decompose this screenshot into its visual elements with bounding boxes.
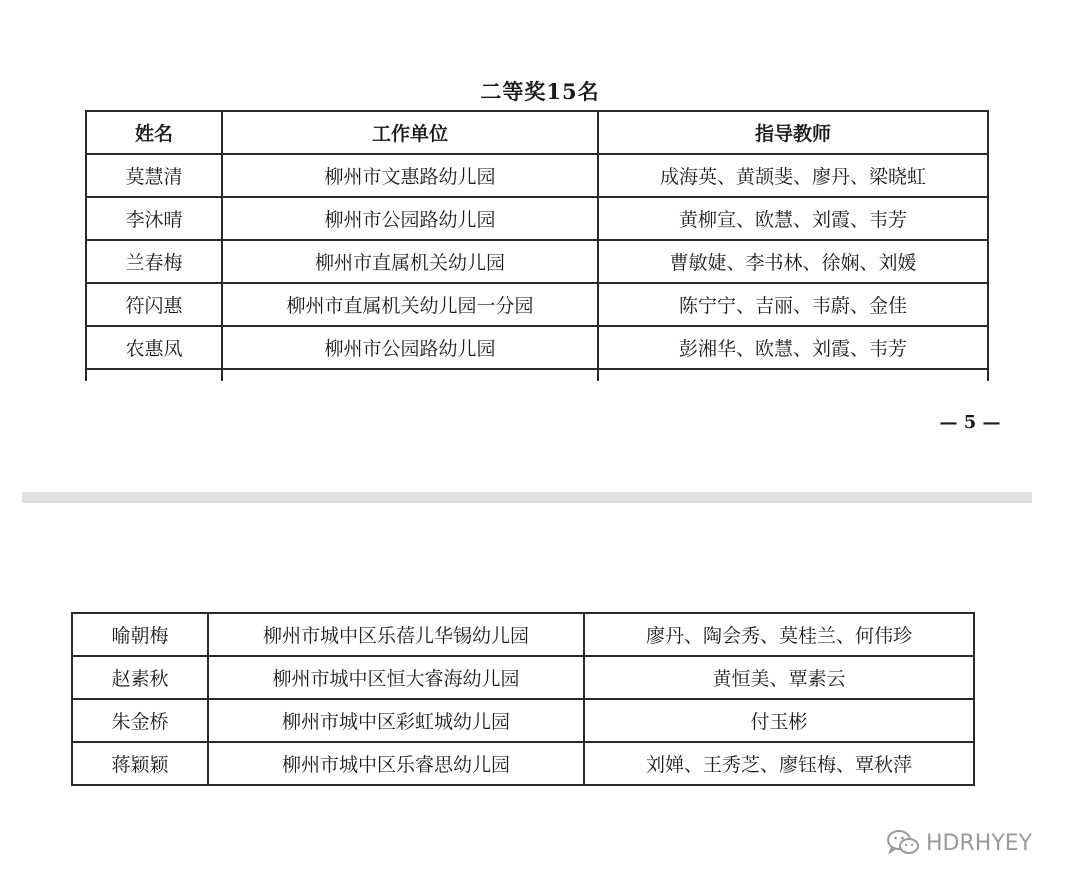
table-row [86,240,988,283]
cell-instructors: 陈宁宁、吉丽、韦蔚、金佳 [598,283,988,326]
cell-name: 莫慧清 [86,154,222,197]
table-header-row [86,111,988,154]
table-row [86,326,988,369]
header-name: 姓名 [86,111,222,154]
wechat-icon [886,828,920,858]
table-row [86,154,988,197]
table-row [72,656,974,699]
watermark-text: HDRHYEY [926,830,1033,856]
table-row [86,283,988,326]
cell-name: 李沐晴 [86,197,222,240]
cell-workplace: 柳州市城中区乐蓓儿华锡幼儿园 [208,613,584,656]
cell-instructors: 黄恒美、覃素云 [584,656,974,699]
table-row-cut-off [86,369,988,381]
award-table-page-1 [85,110,989,381]
cell-name: 符闪惠 [86,283,222,326]
cell-workplace: 柳州市文惠路幼儿园 [222,154,598,197]
page-1 [0,0,1080,381]
cell-name: 赵素秋 [72,656,208,699]
cell-workplace: 柳州市公园路幼儿园 [222,326,598,369]
cell-instructors: 彭湘华、欧慧、刘霞、韦芳 [598,326,988,369]
cell-workplace: 柳州市城中区恒大睿海幼儿园 [208,656,584,699]
award-table-page-2 [71,612,975,786]
cell-workplace: 柳州市城中区彩虹城幼儿园 [208,699,584,742]
table-row [72,742,974,785]
cell-name: 兰春梅 [86,240,222,283]
cell-workplace: 柳州市公园路幼儿园 [222,197,598,240]
cell-instructors: 黄柳宣、欧慧、刘霞、韦芳 [598,197,988,240]
page-divider [22,492,1032,503]
header-workplace: 工作单位 [222,111,598,154]
cell-workplace: 柳州市直属机关幼儿园一分园 [222,283,598,326]
page-number: — 5 — [939,412,1001,433]
cell-workplace: 柳州市城中区乐睿思幼儿园 [208,742,584,785]
table-row [72,699,974,742]
cell-workplace: 柳州市直属机关幼儿园 [222,240,598,283]
cell-instructors: 付玉彬 [584,699,974,742]
cell-instructors: 刘婵、王秀芝、廖钰梅、覃秋萍 [584,742,974,785]
award-title: 二等奖15名 [480,79,600,104]
cell-instructors: 成海英、黄颉斐、廖丹、梁晓虹 [598,154,988,197]
cell-name: 蒋颖颖 [72,742,208,785]
cell-name: 喻朝梅 [72,613,208,656]
watermark [886,828,1032,858]
cell-name: 农惠凤 [86,326,222,369]
cell-instructors: 曹敏婕、李书林、徐娴、刘媛 [598,240,988,283]
cell-name: 朱金桥 [72,699,208,742]
cell-instructors: 廖丹、陶会秀、莫桂兰、何伟珍 [584,613,974,656]
header-instructors: 指导教师 [598,111,988,154]
table-row [86,197,988,240]
table-row [72,613,974,656]
